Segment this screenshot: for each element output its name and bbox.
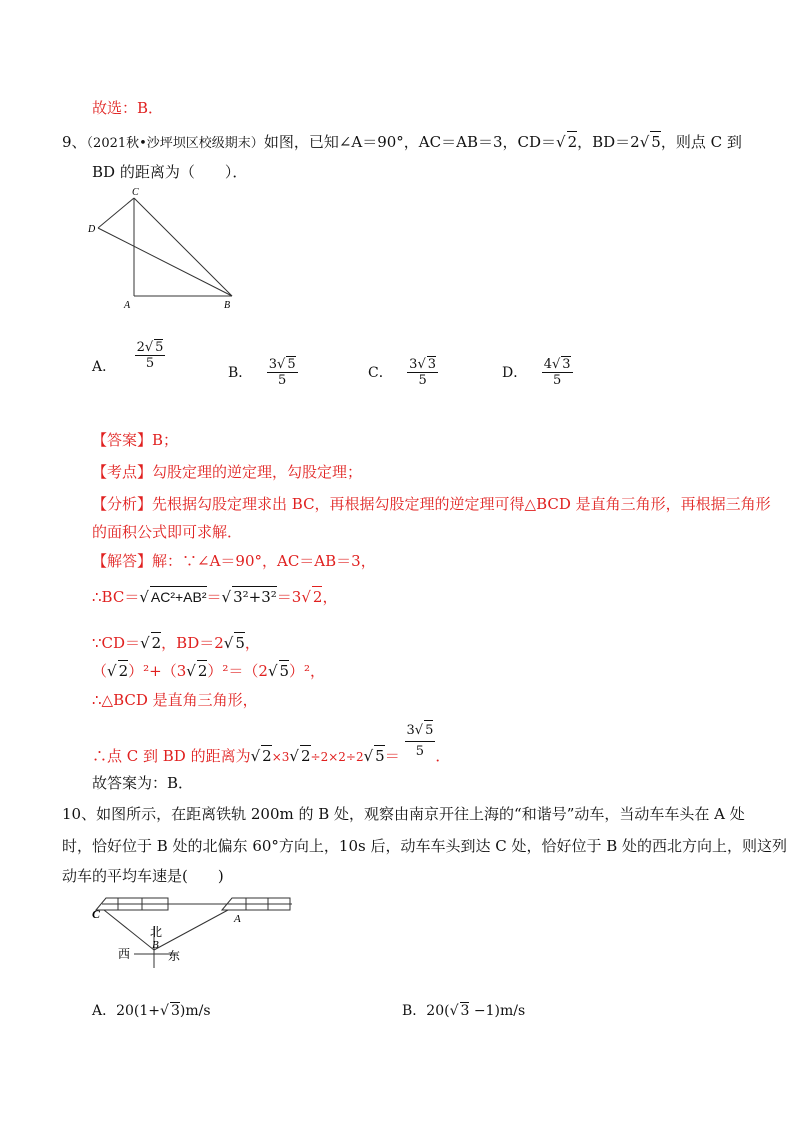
- radicand: 2: [151, 634, 162, 652]
- option-letter: D．: [502, 365, 528, 381]
- sqrt-sign: √: [223, 634, 234, 652]
- text: ）²，: [289, 662, 326, 680]
- q9-source: （2021秋•沙坪坝区校级期末）: [86, 136, 264, 151]
- radicand: 3: [170, 1003, 180, 1019]
- result-fraction: [405, 720, 436, 762]
- segment-cd: [98, 198, 134, 228]
- text: ÷2×2÷2: [310, 750, 364, 764]
- text: ，: [322, 588, 338, 606]
- denominator: 5: [145, 356, 155, 371]
- radicand: 5: [279, 662, 290, 680]
- text: −1: [469, 1003, 495, 1019]
- q9-answer: 【答案】B；: [92, 431, 179, 449]
- segment-bc: [104, 910, 154, 950]
- q9-option-a[interactable]: [92, 340, 165, 376]
- q9-step4: ∴△BCD 是直角三角形，: [92, 691, 258, 709]
- label-d: D: [88, 224, 96, 235]
- sqrt-sign: √: [267, 662, 278, 680]
- radicand: 3: [460, 1003, 470, 1019]
- q10-line3: 动车的平均车速是( ): [62, 867, 224, 885]
- denominator: 5: [415, 744, 425, 759]
- q10-line2: 时，恰好位于 B 处的北偏东 60°方向上，10s 后，动车车头到达 C 处，恰好位于 B 处的西北方向上，则这列: [62, 837, 788, 855]
- denominator: 5: [418, 373, 427, 388]
- text: ∴BC＝: [92, 588, 140, 606]
- q9-stem-a: 如图，已知∠A＝90°，AC＝AB＝3，CD＝: [263, 133, 557, 151]
- text: ∵CD＝: [92, 634, 141, 652]
- denominator: 5: [552, 373, 562, 388]
- radicand: AC²+AB²: [150, 586, 207, 607]
- label-a: A: [234, 913, 241, 925]
- q9-jieda: 【解答】解：∵∠A＝90°，AC＝AB＝3，: [92, 552, 376, 570]
- coef: 3: [268, 357, 278, 372]
- q9-stem-line1: [62, 131, 742, 154]
- sqrt-sign: √: [417, 357, 426, 372]
- q9-fenxi-line2: 的面积公式即可求解．: [92, 523, 243, 541]
- sqrt-sign: √: [186, 662, 196, 680]
- radicand: 2: [118, 662, 129, 680]
- option-fraction: [267, 356, 298, 388]
- sqrt-sign: √: [160, 1003, 169, 1019]
- text: （: [92, 662, 108, 680]
- q9-stem-b: ，BD＝2: [577, 133, 640, 151]
- label-north: 北: [150, 925, 163, 939]
- sqrt-sign: √: [289, 747, 299, 765]
- coef: 4: [543, 357, 552, 372]
- q9-fenxi-line1: 【分析】先根据勾股定理求出 BC，再根据勾股定理的逆定理可得△BCD 是直角三角形，再根据三角形: [92, 495, 771, 513]
- radicand: 2: [312, 588, 323, 606]
- q9-step5: [92, 722, 450, 766]
- sqrt-sign: √: [556, 133, 566, 151]
- label-west: 西: [118, 947, 131, 961]
- option-letter: C．: [368, 365, 393, 381]
- sqrt-sign: √: [140, 634, 150, 652]
- q9-kaodian: 【考点】勾股定理的逆定理，勾股定理；: [92, 463, 363, 481]
- radicand: 3²+3²: [233, 588, 277, 606]
- q9-stem-c: ，则点 C 到: [660, 133, 742, 151]
- text: )m/s: [179, 1003, 211, 1019]
- text: ＝: [384, 747, 400, 765]
- q9-option-b[interactable]: [228, 356, 298, 388]
- option-fraction: [542, 356, 573, 388]
- radicand: 2: [262, 747, 272, 765]
- q9-step2: [92, 632, 260, 653]
- q9-triangle-figure: [86, 186, 246, 312]
- q8-answer-line: 故选：B．: [92, 99, 164, 117]
- label-c: C: [132, 187, 139, 198]
- coef: 3: [409, 357, 418, 372]
- text: )m/s: [494, 1003, 526, 1019]
- q9-sqrt5: 5: [651, 133, 661, 151]
- segment-cb: [134, 198, 232, 296]
- radicand: 2: [197, 662, 208, 680]
- sqrt-sign: √: [221, 588, 232, 606]
- radicand: 3: [562, 357, 571, 372]
- radicand: 5: [375, 747, 385, 765]
- radicand: 5: [424, 720, 433, 741]
- option-letter: B．: [228, 365, 253, 381]
- sqrt-sign: √: [144, 340, 154, 355]
- label-a: A: [124, 300, 131, 311]
- text: B．20(: [402, 1003, 450, 1019]
- label-b: B: [224, 300, 231, 311]
- sqrt-sign: √: [414, 723, 424, 738]
- radicand: 2: [300, 747, 311, 765]
- sqrt-sign: √: [639, 133, 650, 151]
- text: ）²+（3: [128, 662, 187, 680]
- denominator: 5: [278, 373, 287, 388]
- q10-line1: 10、如图所示，在距离铁轨 200m 的 B 处，观察由南京开往上海的“和谐号”动车，当动车车头在 A 处: [62, 805, 745, 823]
- q9-option-d[interactable]: [502, 356, 573, 388]
- sqrt-sign: √: [551, 357, 561, 372]
- text: ＝: [206, 588, 222, 606]
- label-b: B: [152, 939, 159, 951]
- text: ，: [244, 634, 260, 652]
- coef: 2: [136, 340, 145, 355]
- sqrt-sign: √: [277, 357, 286, 372]
- coef: 3: [406, 723, 415, 738]
- text: ．: [435, 747, 451, 765]
- radicand: 5: [155, 340, 164, 355]
- sqrt-sign: √: [449, 1003, 459, 1019]
- text: ，BD＝2: [161, 634, 224, 652]
- option-fraction: [135, 339, 166, 371]
- label-east: 东: [168, 949, 181, 963]
- text: ∴点 C 到 BD 的距离为: [92, 747, 251, 765]
- text: ）²＝（2: [207, 662, 268, 680]
- q10-train-figure: [88, 890, 300, 970]
- label-c: C: [92, 907, 101, 921]
- q9-step1: [92, 586, 337, 607]
- segment-db: [98, 228, 232, 296]
- q10-option-a[interactable]: [92, 1000, 211, 1020]
- segment-ba: [154, 910, 228, 950]
- radicand: 5: [287, 357, 296, 372]
- q9-sqrt2: 2: [567, 133, 578, 151]
- sqrt-sign: √: [363, 747, 374, 765]
- text: A．20(1+: [92, 1003, 161, 1019]
- q9-number: 9、: [62, 133, 87, 151]
- radicand: 3: [427, 357, 437, 372]
- q9-step3: [92, 660, 325, 681]
- q10-option-b[interactable]: [402, 1000, 525, 1020]
- text: ＝3: [276, 588, 302, 606]
- sqrt-sign: √: [107, 662, 117, 680]
- q9-final: 故答案为：B．: [92, 774, 194, 792]
- sqrt-sign: √: [301, 588, 311, 606]
- q9-option-c[interactable]: [368, 356, 438, 388]
- q9-stem-line2: BD 的距离为（ ）．: [92, 163, 248, 181]
- sqrt-sign: √: [139, 588, 149, 606]
- option-letter: A．: [92, 359, 117, 375]
- text: ×3: [271, 750, 290, 764]
- radicand: 5: [235, 634, 245, 652]
- option-fraction: [407, 356, 438, 388]
- sqrt-sign: √: [250, 747, 261, 765]
